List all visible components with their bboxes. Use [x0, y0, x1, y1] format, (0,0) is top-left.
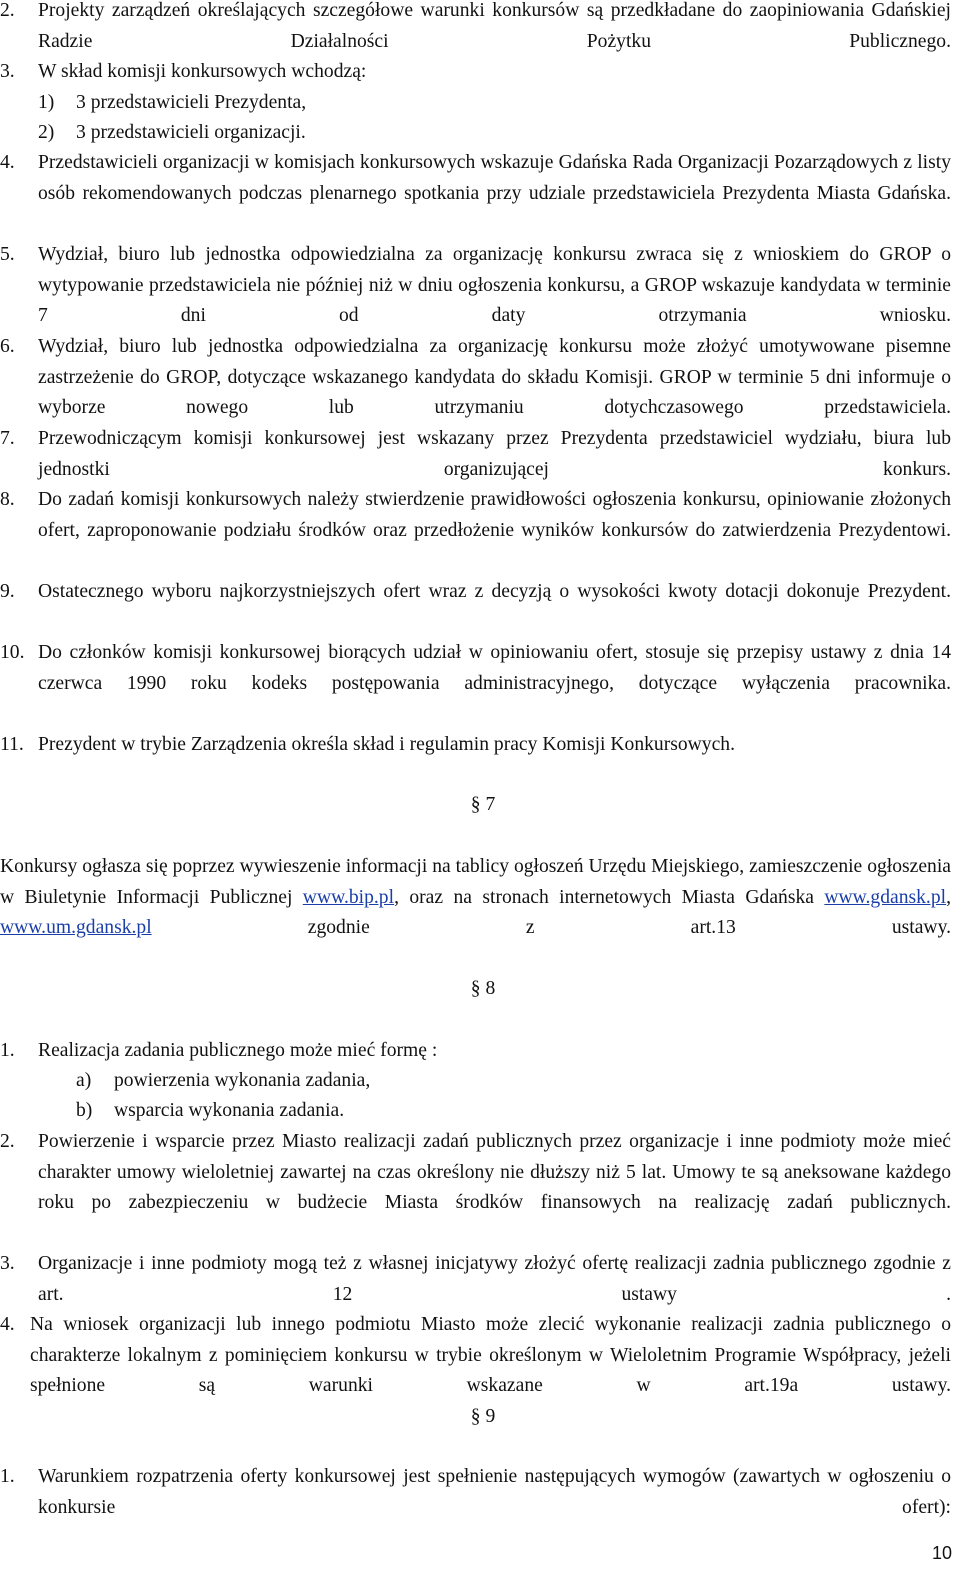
list-item-8 — [0, 485, 951, 577]
sub-item-number: 1) — [38, 92, 55, 113]
list-item-9 — [0, 577, 951, 638]
section-7-text: , oraz na stronach internetowych Miasta Gdańska — [394, 886, 825, 908]
item-text: Organizacje i inne podmioty mogą też z własnej inicjatywy złożyć ofertę realizacji zadnia publicznego zgodnie z art. 12 ustawy . — [38, 1253, 951, 1305]
sub-item-text: 3 przedstawicieli organizacji. — [76, 122, 306, 143]
item-number: 4. — [0, 1314, 15, 1335]
item-text: Projekty zarządzeń określających szczegółowe warunki konkursów są przedkładane do zaopiniowania Gdańskiej Radzie Działalności Pożytku Publicznego. — [38, 0, 951, 52]
sub-item-number: 2) — [38, 122, 55, 143]
item-number: 7. — [0, 428, 15, 449]
item-text: Do zadań komisji konkursowych należy stwierdzenie prawidłowości ogłoszenia konkursu, opiniowanie złożonych ofert, zaproponowanie podziału środków oraz przedłożenie wyników konkursów do zatwierdzenia Prezydentowi. — [38, 489, 951, 541]
item-text: Powierzenie i wsparcie przez Miasto realizacji zadań publicznych przez organizacje i inne podmioty może mieć charakter umowy wieloletniej zawartej na czas określony nie dłuższy niż 5 lat. Umowy te są aneksowane każdego roku po zabezpieczeniu w budżecie Miasta środków finansowych na realizację zadań publicznych. — [38, 1131, 951, 1214]
section-8-item-2 — [0, 1127, 951, 1249]
list-item-3 — [0, 57, 951, 88]
section-9-heading: § 9 — [470, 1406, 496, 1427]
item-number: 2. — [0, 1131, 15, 1152]
sub-item-text: wsparcia wykonania zadania. — [114, 1100, 345, 1121]
item-text: Do członków komisji konkursowej biorących udział w opiniowaniu ofert, stosuje się przepisy ustawy z dnia 14 czerwca 1990 roku kodeks postępowania administracyjnego, dotyczące wyłączenia pracownika. — [38, 642, 951, 694]
list-item-4 — [0, 148, 951, 240]
sub-item-number: a) — [76, 1070, 92, 1091]
sub-item-number: b) — [76, 1100, 93, 1121]
item-number: 9. — [0, 581, 15, 602]
item-number: 4. — [0, 152, 15, 173]
section-9-item-1 — [0, 1462, 951, 1554]
item-text: Przewodniczącym komisji konkursowej jest wskazany przez Prezydenta przedstawiciel wydziału, biura lub jednostki organizującej konkurs. — [38, 428, 951, 480]
item-text: Wydział, biuro lub jednostka odpowiedzialna za organizację konkursu może złożyć umotywowane pisemne zastrzeżenie do GROP, dotyczące wskazanego kandydata do składu Komisji. GROP w terminie 5 dni informuje o wyborze nowego lub utrzymaniu dotychczasowego przedstawiciela. — [38, 336, 951, 419]
section-8-heading: § 8 — [470, 978, 496, 999]
item-number: 3. — [0, 61, 15, 82]
gdansk-link[interactable]: www.gdansk.pl — [824, 886, 947, 908]
item-text: W skład komisji konkursowych wchodzą: — [38, 61, 367, 82]
item-number: 5. — [0, 244, 15, 265]
item-number: 1. — [0, 1466, 15, 1487]
section-7-heading: § 7 — [470, 794, 496, 815]
section-7-text: Konkursy ogłasza się poprzez wywieszenie informacji na tablicy ogłoszeń Urzędu Miejskiego, zamieszczenie ogłoszenia w Biuletynie Informacji Publicznej — [0, 856, 951, 908]
list-item-10 — [0, 638, 951, 730]
item-text: Przedstawicieli organizacji w komisjach konkursowych wskazuje Gdańska Rada Organizacji Pozarządowych z listy osób rekomendowanych podczas plenarnego spotkania przy udziale przedstawiciela Prezydenta Miasta Gdańska. — [38, 152, 951, 204]
item-text: Na wniosek organizacji lub innego podmiotu Miasto może zlecić wykonanie realizacji zadnia publicznego o charakterze lokalnym z pominięciem konkursu w trybie określonym w Wieloletnim Programie Współpracy, jeżeli spełnione są warunki wskazane w art.19a ustawy. — [30, 1314, 951, 1397]
item-number: 10. — [0, 642, 25, 663]
item-number: 8. — [0, 489, 15, 510]
page-number: 10 — [931, 1543, 952, 1563]
item-text: Ostatecznego wyboru najkorzystniejszych ofert wraz z decyzją o wysokości kwoty dotacji dokonuje Prezydent. — [38, 581, 951, 602]
section-8-item-1 — [0, 1036, 951, 1067]
list-item-11 — [0, 730, 951, 761]
item-number: 1. — [0, 1040, 15, 1061]
item-number: 2. — [0, 0, 15, 21]
section-7-text: zgodnie z art.13 ustawy. — [151, 917, 951, 939]
item-text: Warunkiem rozpatrzenia oferty konkursowej jest spełnienie następujących wymogów (zawartych w ogłoszeniu o konkursie ofert): — [38, 1466, 951, 1518]
section-7-paragraph — [0, 852, 951, 974]
item-text: Wydział, biuro lub jednostka odpowiedzialna za organizację konkursu zwraca się z wnioskiem do GROP o wytypowanie przedstawiciela nie później niż w dniu ogłoszenia konkursu, a GROP wskazuje kandydata w terminie 7 dni od daty otrzymania wniosku. — [38, 244, 951, 327]
item-text: Realizacja zadania publicznego może mieć formę : — [38, 1040, 438, 1061]
item-text: Prezydent w trybie Zarządzenia określa skład i regulamin pracy Komisji Konkursowych. — [38, 734, 735, 755]
um-gdansk-link[interactable]: www.um.gdansk.pl — [0, 917, 152, 939]
item-number: 11. — [0, 734, 24, 755]
sub-item-text: 3 przedstawicieli Prezydenta, — [76, 92, 307, 113]
section-7-text: , — [946, 886, 951, 908]
bip-link[interactable]: www.bip.pl — [302, 886, 395, 908]
sub-item-text: powierzenia wykonania zadania, — [114, 1070, 371, 1091]
item-number: 3. — [0, 1253, 15, 1274]
item-number: 6. — [0, 336, 15, 357]
